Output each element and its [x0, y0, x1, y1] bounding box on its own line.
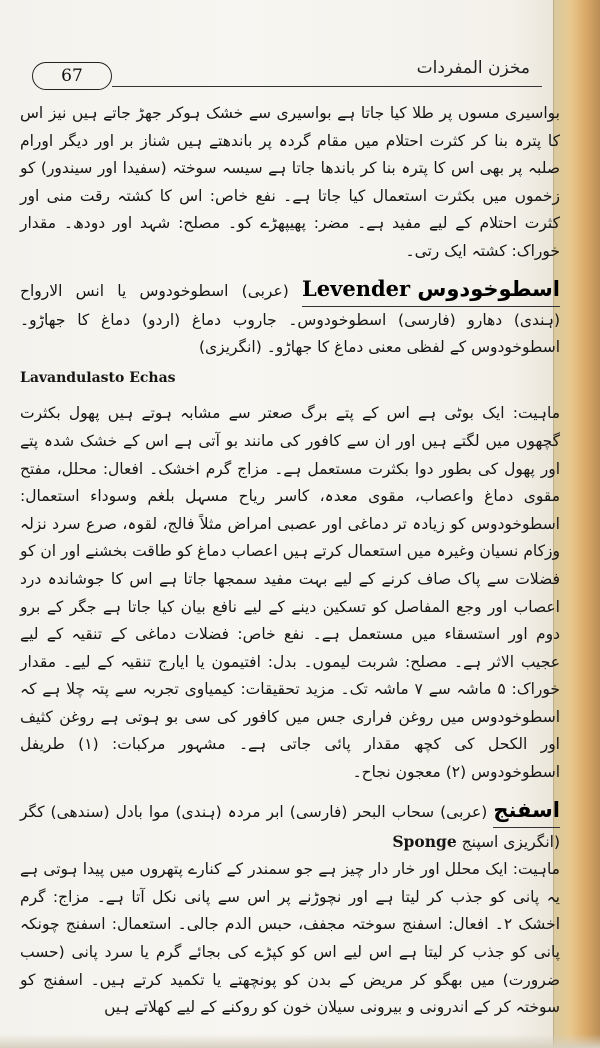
entry-heading-latin: Levender	[302, 275, 411, 301]
entry-synonyms: (عربی) اسطوخودوس یا انس الارواح (ہندی) دھارو (فارسی) اسطوخودوس۔ جاروب دماغ (اردو) دماغ کا جھاڑو۔ اسطوخودوس کے لفظی معنی دماغ کا جھاڑو۔ (انگریزی)	[20, 281, 560, 357]
entry-continuation-paragraph: بواسیری مسوں پر طلا کیا جاتا ہے بواسیری سے خشک ہوکر جھڑ جاتے ہیں نیز اس کا پترہ بنا کر کثرت احتلام میں مقام گردہ پر باندھتے ہیں شناز بر اور دیگر اورام صلبہ پر بھی اس کا پترہ بنا کر باندھا جاتا ہے سیسہ سوختہ (سفیدا اور سیندور) کو زخموں میں بکثرت استعمال کیا جاتا ہے۔ نفع خاص: اس کا کشتہ رقت منی اور کثرت احتلام کے لیے مفید ہے۔ مضر: پھیپھڑے کو۔ مصلح: شہد اور دودھ۔ مقدار خوراک: کشتہ ایک رتی۔	[20, 104, 560, 260]
entry-heading-urdu: اسطوخودوس	[417, 276, 560, 301]
page-body	[20, 100, 560, 1022]
latin-name-sponge: Sponge	[392, 831, 457, 851]
header-rule	[112, 86, 542, 87]
latin-name-line	[20, 364, 560, 393]
entry-heading-isfanj: اسفنج	[493, 793, 560, 828]
page-number: 67	[32, 62, 112, 90]
book-spine	[553, 0, 600, 1048]
entry-body-paragraph: ماہیت: ایک بوٹی ہے اس کے پتے برگ صعتر سے مشابہ ہوتے ہیں پھول بکثرت گچھوں میں لگتے ہیں اور ان سے کافور کی مانند بو آتی ہے اس کے خشک شدہ پتے اور پھول کی بطور دوا بکثرت مستعمل ہے۔ مزاج گرم اخشک۔ افعال: محلل، مفتح مقوی دماغ واعصاب، مقوی معدہ، کاسر ریاح مسہل بلغم وسوداء استعمال: اسطوخودوس کو زیادہ تر دماغی اور عصبی امراض مثلاً فالج، لقوہ، صرع سرد نزلہ وزکام نسیان وغیرہ میں استعمال کرتے ہیں اعصاب دماغ کو طاقت بخشنے اور ان کو فضلات سے پاک صاف کرنے کے لیے بہت مفید سمجھا جاتا ہے اس کا جوشاندہ درد اعصاب اور وجع المفاصل کو تسکین دینے کے لیے نافع بیان کیا جاتا ہے جگر کے برو دوم اور استسقاء میں مستعمل ہے۔ نفع خاص: فضلات دماغی کے تنقیہ کے لیے عجیب الاثر ہے۔ مصلح: شربت لیموں۔ بدل: افتیمون یا ایارج تنقیہ کے لیے۔ مقدار خوراک: ۵ ماشہ سے ۷ ماشہ تک۔ مزید تحقیقات: کیمیاوی تجربہ سے پتہ چلا ہے کہ اسطوخودوس میں روغن فراری جس میں کافور کی سی بو ہوتی ہے روغن کثیف اور الکحل کی کچھ مقدار پائی جاتی ہے۔ مشہور مرکبات: (۱) طریفل اسطوخودوس (۲) معجون نجاح۔	[20, 404, 560, 782]
page-bottom-edge	[0, 1034, 600, 1048]
running-title: مخزن المفردات	[416, 58, 530, 78]
entry-synonyms-isfanj: (عربی) سحاب البحر (فارسی) ابر مردہ (ہندی) موا بادل (سندھی) کگر (انگریزی اسپنج	[20, 802, 560, 851]
latin-name: Lavandulasto Echas	[20, 369, 176, 386]
page-header	[20, 56, 560, 96]
entry-body-paragraph-isfanj: ماہیت: ایک محلل اور خار دار چیز ہے جو سمندر کے کنارے پتھروں میں پیدا ہوتی ہے یہ پانی کو جذب کر لیتا ہے اور نچوڑنے پر اس سے پانی نکل آتا ہے۔ مزاج: گرم اخشک ۲۔ افعال: اسفنج سوختہ مجفف، حبس الدم جالی۔ استعمال: اسفنج چونکہ پانی کو جذب کر لیتا ہے اس لیے اس کو کپڑے کی بجائے گرم یا سرد پانی (حسب ضرورت) میں بھگو کر مریض کے بدن کو پونچھتے یا تکمید کرتے ہیں۔ اسفنج کو سوختہ کر کے اندرونی و بیرونی سیلان خون کو روکنے کے لیے کھلاتے ہیں	[20, 860, 560, 1017]
entry-heading-ustukhuddus	[302, 272, 560, 307]
